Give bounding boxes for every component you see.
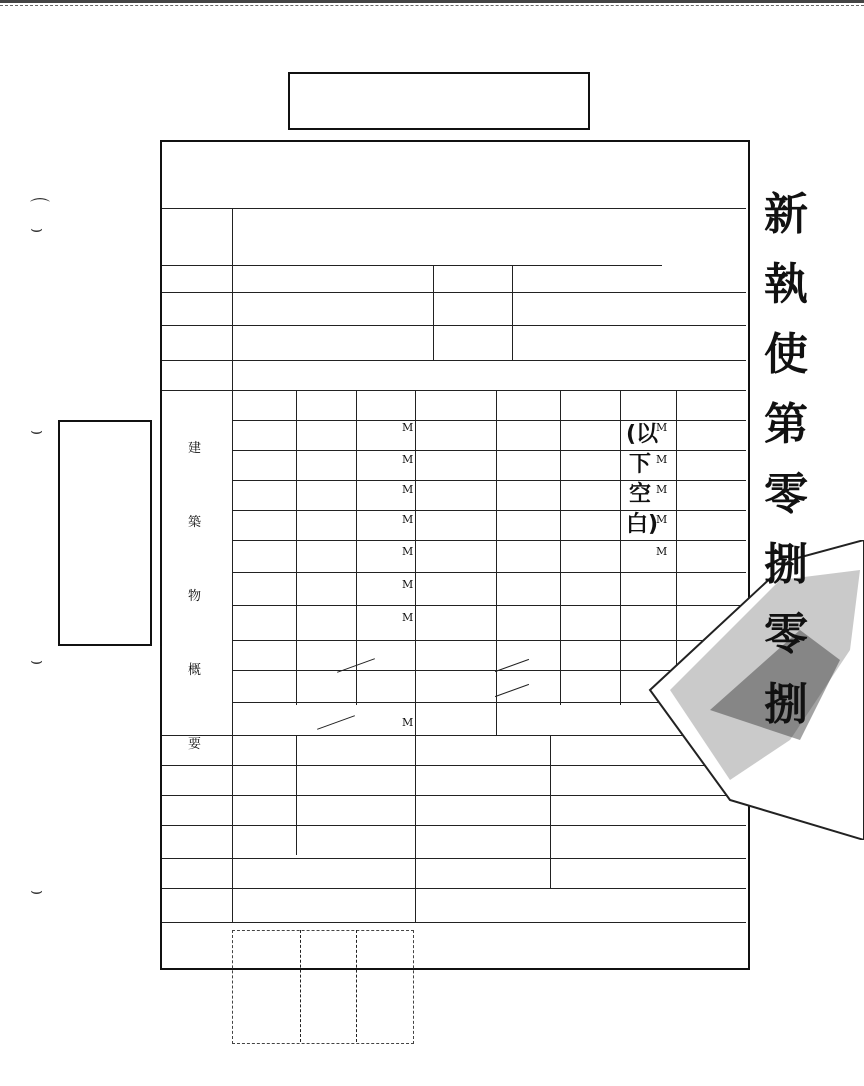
side-note-box [58,420,152,646]
unit-m: M [402,578,414,591]
unit-m: M [656,513,668,526]
scan-overlap-artifact [560,540,864,840]
stamp-divider [300,930,301,1042]
col-rule [356,390,357,705]
hole-mark-5: ⌣ [30,878,44,902]
rule [232,480,746,481]
rule [232,510,746,511]
unit-m: M [656,453,668,466]
rule [162,888,746,889]
unit-m: M [402,513,414,526]
hole-mark-4: ⌣ [30,648,44,672]
col-rule [433,265,434,360]
col-rule [415,735,416,922]
unit-m: M [402,421,414,434]
col-rule [550,735,551,888]
rule [232,450,746,451]
unit-m: M [656,545,668,558]
col-rule [296,735,297,855]
rule [162,858,746,859]
unit-m: M [402,611,414,624]
col-rule [415,390,416,735]
approval-stamp-area [232,930,414,1044]
scan-edge-top [0,0,864,3]
col-rule [512,265,513,360]
rule [162,360,746,361]
col-rule [496,390,497,735]
rule [162,922,746,923]
hole-mark-1: ⌒ [30,196,50,220]
col-rule [296,390,297,705]
hole-mark-2: ⌣ [30,216,44,240]
unit-m: M [402,545,414,558]
margin-handwriting: 新 執 使 第 零 捌 零 捌 [764,189,808,730]
rule [162,325,746,326]
scan-noise [0,5,864,14]
stamp-divider [356,930,357,1042]
unit-m: M [656,421,668,434]
unit-m: M [402,453,414,466]
col-rule [232,208,233,922]
rule [162,390,746,391]
unit-m: M [402,483,414,496]
rule [162,292,746,293]
blank-below-note: (以 下 空 白) [626,422,659,537]
unit-m: M [402,716,414,729]
building-summary-label: 建 築 物 概 要 [188,441,202,752]
notice-box [288,72,590,130]
hole-mark-3: ⌣ [30,418,44,442]
side-note-text [63,426,149,634]
rule [232,420,746,421]
rule [162,265,662,266]
unit-m: M [656,483,668,496]
rule [162,208,746,209]
